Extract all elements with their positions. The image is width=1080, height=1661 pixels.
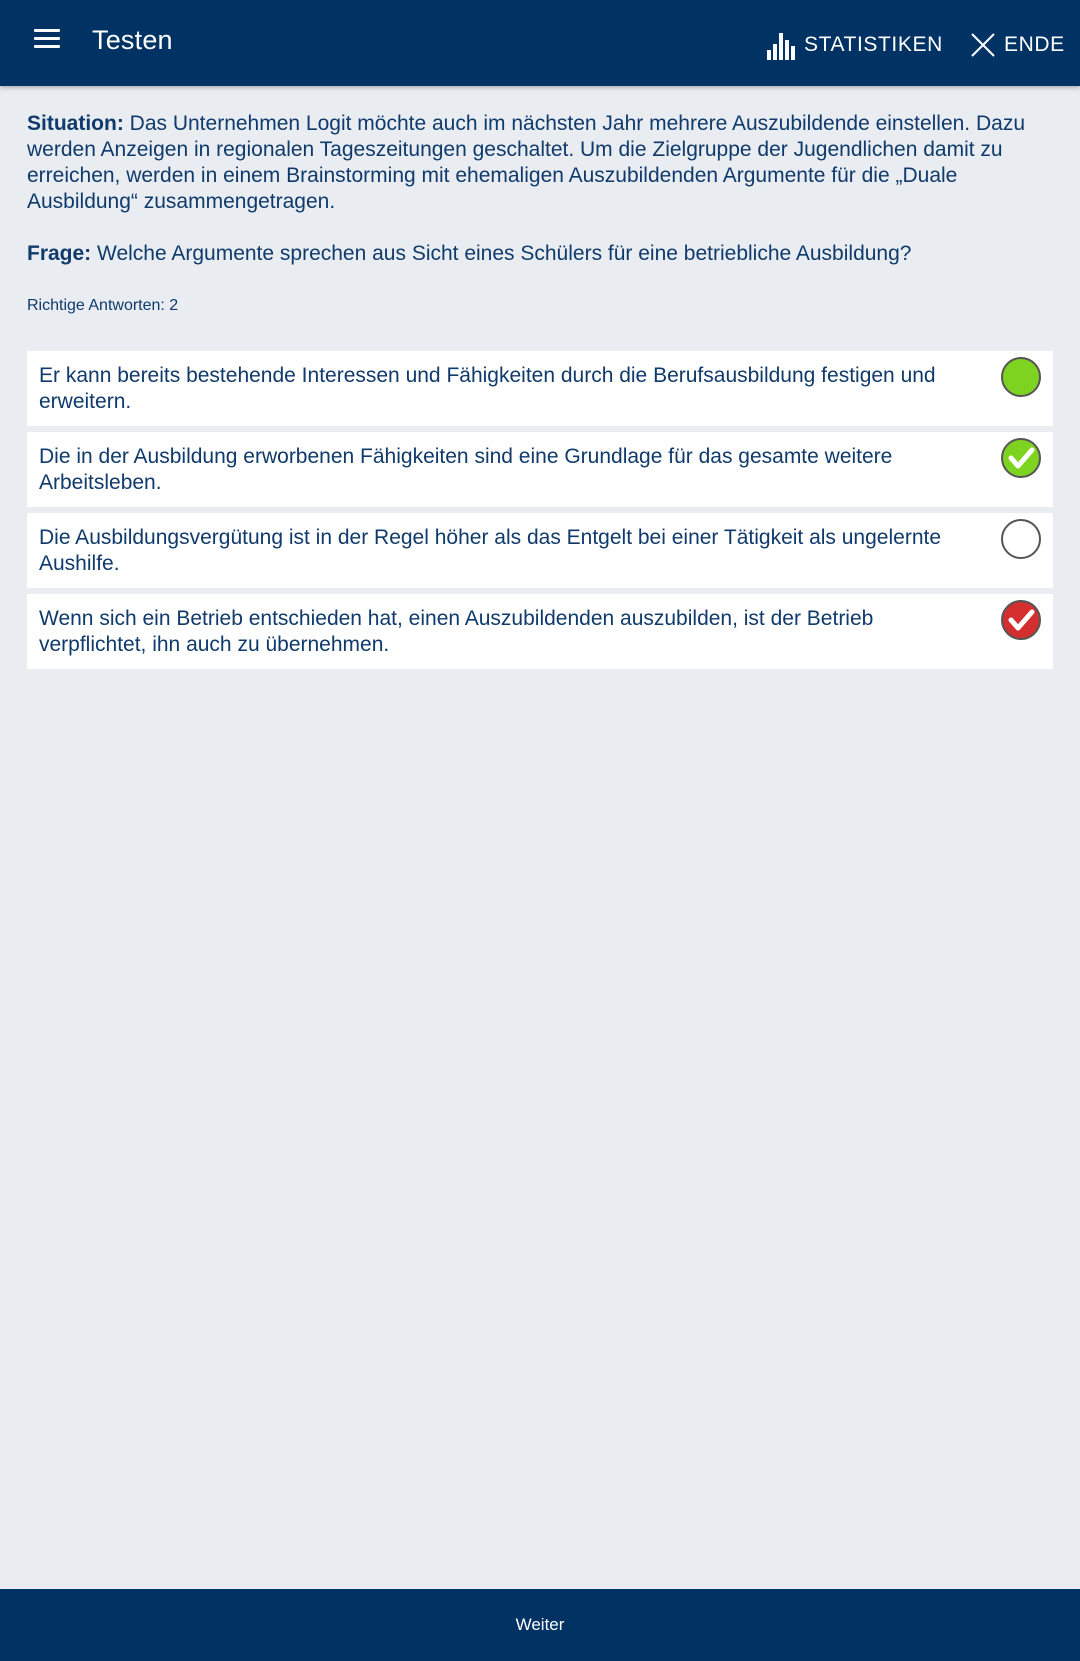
top-app-bar bbox=[0, 0, 1080, 86]
situation-label: Situation: bbox=[27, 112, 124, 135]
bar-chart-icon bbox=[766, 30, 796, 60]
question-label: Frage: bbox=[27, 242, 92, 265]
hamburger-menu-icon[interactable] bbox=[34, 29, 62, 53]
page-title: Testen bbox=[92, 25, 173, 55]
checkmark-wrong-icon bbox=[1001, 600, 1041, 640]
statistics-button[interactable] bbox=[766, 28, 943, 62]
question-body: Welche Argumente sprechen aus Sicht eines Schülers für eine betriebliche Ausbildung? bbox=[91, 242, 912, 265]
empty-circle-icon bbox=[1001, 519, 1041, 559]
end-label: ENDE bbox=[1004, 33, 1065, 56]
answer-text: Wenn sich ein Betrieb entschieden hat, einen Auszubildenden auszubilden, ist der Betrieb verpflichtet, ihn auch zu übernehmen. bbox=[39, 607, 874, 656]
answer-option-3[interactable] bbox=[27, 513, 1053, 588]
correct-answers-count: Richtige Antworten: 2 bbox=[27, 297, 179, 314]
close-icon bbox=[970, 32, 996, 58]
correct-indicator-icon bbox=[1001, 357, 1041, 397]
answer-text: Er kann bereits bestehende Interessen und Fähigkeiten durch die Berufsausbildung festigen und erweitern. bbox=[39, 364, 936, 413]
next-button[interactable]: Weiter bbox=[0, 1589, 1080, 1661]
answer-text: Die in der Ausbildung erworbenen Fähigkeiten sind eine Grundlage für das gesamte weitere Arbeitsleben. bbox=[39, 445, 893, 494]
situation-text bbox=[27, 111, 1057, 215]
answer-option-1[interactable] bbox=[27, 351, 1053, 426]
answer-text: Die Ausbildungsvergütung ist in der Regel höher als das Entgelt bei einer Tätigkeit als ungelernte Aushilfe. bbox=[39, 526, 942, 575]
question-area bbox=[27, 111, 1057, 315]
end-button[interactable] bbox=[970, 28, 1065, 62]
checkmark-correct-icon bbox=[1001, 438, 1041, 478]
situation-body: Das Unternehmen Logit möchte auch im nächsten Jahr mehrere Auszubildende einstellen. Dazu werden Anzeigen in regionalen Tageszeitungen geschaltet. Um die Zielgruppe der Jugendlichen damit zu erreichen, werden in einem Brainstorming mit ehemaligen Auszubildenden Argumente für die „Duale Ausbildung“ zusammengetragen. bbox=[27, 112, 1026, 213]
answer-option-4[interactable] bbox=[27, 594, 1053, 669]
statistics-label: STATISTIKEN bbox=[804, 33, 943, 56]
answer-option-2[interactable] bbox=[27, 432, 1053, 507]
question-text bbox=[27, 241, 1057, 267]
answer-list bbox=[27, 351, 1053, 675]
